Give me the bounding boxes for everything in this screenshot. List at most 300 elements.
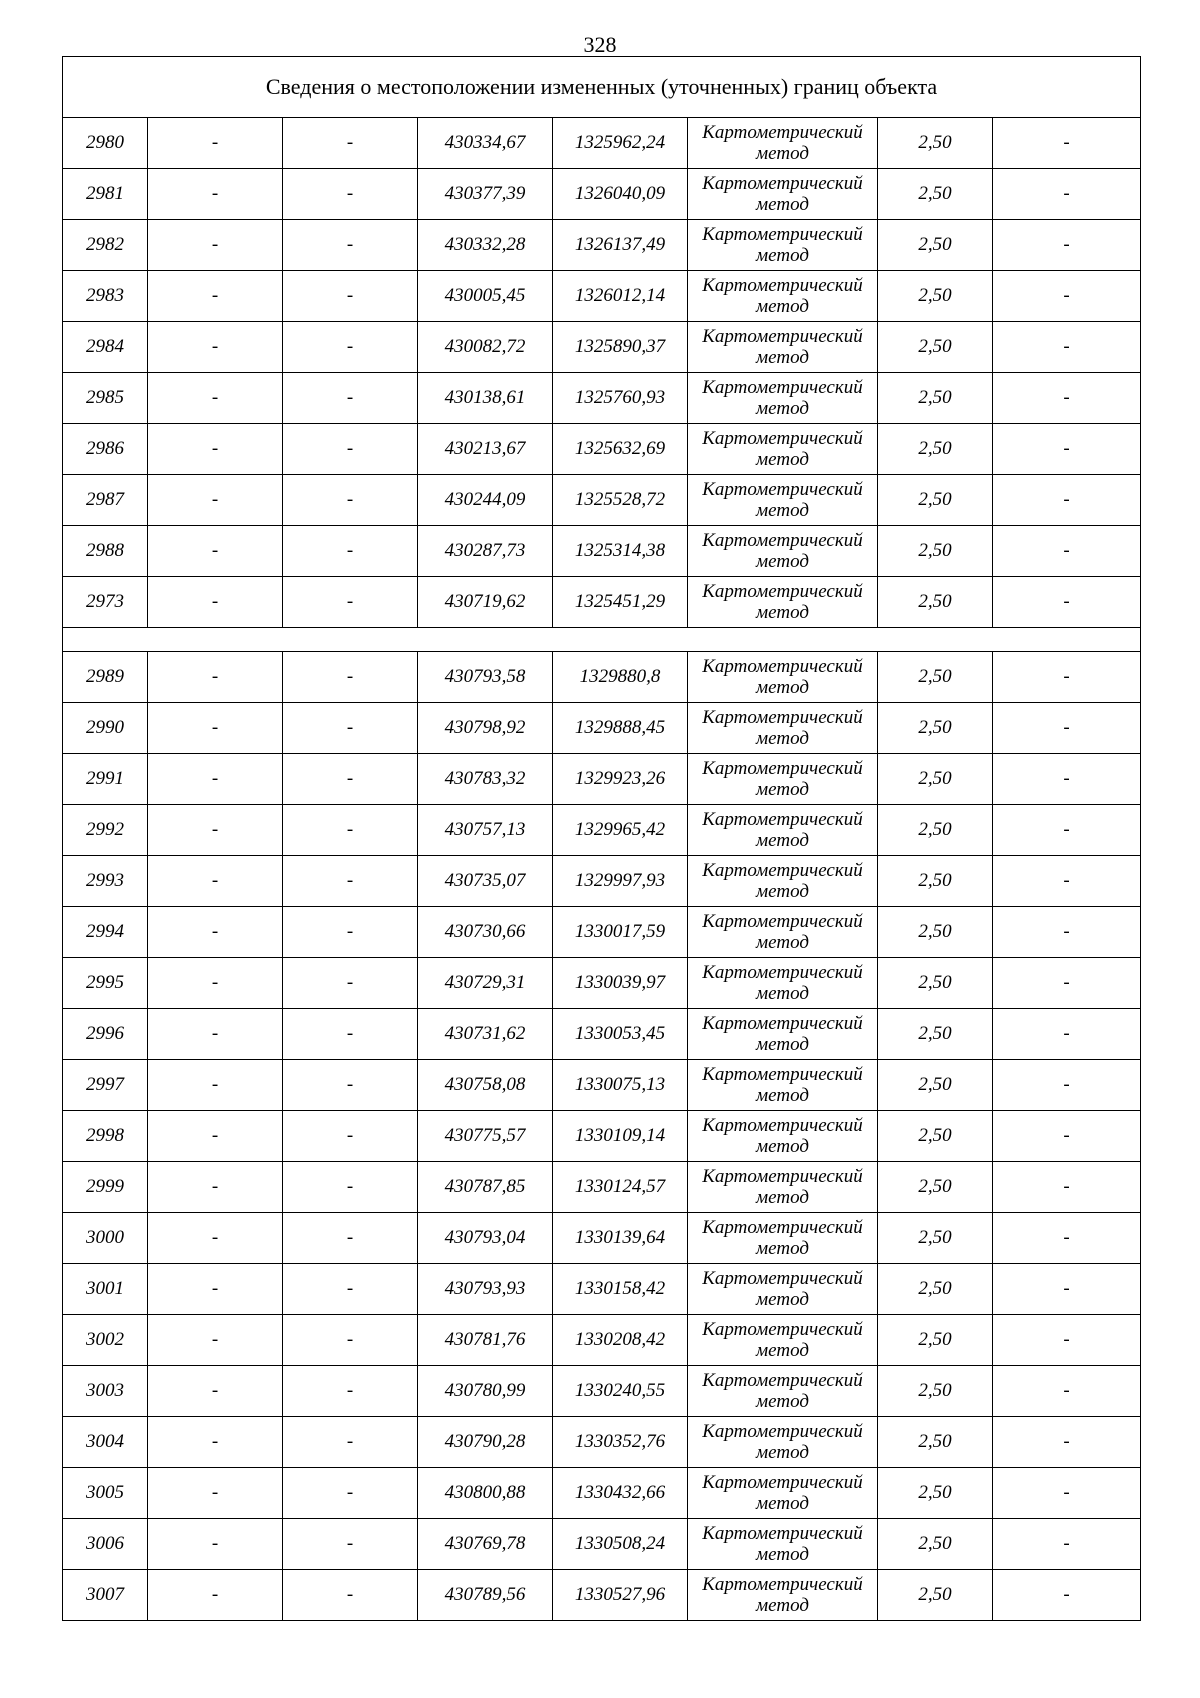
accuracy-cell: 2,50 <box>878 118 993 169</box>
x-coordinate-cell: 430213,67 <box>418 424 553 475</box>
method-text: Картометрический <box>702 1574 863 1595</box>
method-cell <box>688 856 878 907</box>
dash-cell: - <box>283 1315 418 1366</box>
dash-cell: - <box>148 475 283 526</box>
x-coordinate-cell: 430757,13 <box>418 805 553 856</box>
note-cell: - <box>993 703 1141 754</box>
table-row <box>63 1264 1141 1315</box>
point-number-cell: 2995 <box>63 958 148 1009</box>
dash-cell: - <box>148 1060 283 1111</box>
method-cell <box>688 424 878 475</box>
point-number-cell: 2973 <box>63 577 148 628</box>
method-text: Картометрический <box>702 122 863 143</box>
point-number-cell: 2992 <box>63 805 148 856</box>
x-coordinate-cell: 430735,07 <box>418 856 553 907</box>
note-cell: - <box>993 805 1141 856</box>
y-coordinate-cell: 1325760,93 <box>553 373 688 424</box>
accuracy-cell: 2,50 <box>878 475 993 526</box>
table-row <box>63 1009 1141 1060</box>
table-row <box>63 1213 1141 1264</box>
note-cell: - <box>993 322 1141 373</box>
method-cell <box>688 1417 878 1468</box>
accuracy-cell: 2,50 <box>878 220 993 271</box>
method-text: Картометрический <box>702 1523 863 1544</box>
method-text: Картометрический <box>702 1319 863 1340</box>
method-text: Картометрический <box>702 224 863 245</box>
table-row <box>63 475 1141 526</box>
y-coordinate-cell: 1325962,24 <box>553 118 688 169</box>
dash-cell: - <box>148 1570 283 1621</box>
accuracy-cell: 2,50 <box>878 652 993 703</box>
table-row <box>63 1570 1141 1621</box>
point-number-cell: 2988 <box>63 526 148 577</box>
dash-cell: - <box>283 577 418 628</box>
note-cell: - <box>993 118 1141 169</box>
dash-cell: - <box>148 1009 283 1060</box>
method-text: Картометрический <box>702 173 863 194</box>
dash-cell: - <box>148 1315 283 1366</box>
dash-cell: - <box>148 1162 283 1213</box>
point-number-cell: 2987 <box>63 475 148 526</box>
point-number-cell: 2985 <box>63 373 148 424</box>
point-number-cell: 2996 <box>63 1009 148 1060</box>
method-text: Картометрический <box>702 911 863 932</box>
method-cell <box>688 577 878 628</box>
point-number-cell: 2981 <box>63 169 148 220</box>
accuracy-cell: 2,50 <box>878 1366 993 1417</box>
note-cell: - <box>993 1213 1141 1264</box>
table-row <box>63 805 1141 856</box>
accuracy-cell: 2,50 <box>878 526 993 577</box>
dash-cell: - <box>283 322 418 373</box>
dash-cell: - <box>148 118 283 169</box>
y-coordinate-cell: 1329923,26 <box>553 754 688 805</box>
note-cell: - <box>993 271 1141 322</box>
method-text: метод <box>756 1085 809 1106</box>
x-coordinate-cell: 430005,45 <box>418 271 553 322</box>
method-cell <box>688 907 878 958</box>
method-cell <box>688 475 878 526</box>
point-number-cell: 2984 <box>63 322 148 373</box>
method-cell <box>688 526 878 577</box>
method-text: Картометрический <box>702 581 863 602</box>
accuracy-cell: 2,50 <box>878 856 993 907</box>
note-cell: - <box>993 1570 1141 1621</box>
y-coordinate-cell: 1325451,29 <box>553 577 688 628</box>
dash-cell: - <box>283 805 418 856</box>
accuracy-cell: 2,50 <box>878 1213 993 1264</box>
x-coordinate-cell: 430287,73 <box>418 526 553 577</box>
dash-cell: - <box>283 373 418 424</box>
dash-cell: - <box>283 424 418 475</box>
page-number: 328 <box>583 32 617 57</box>
y-coordinate-cell: 1330158,42 <box>553 1264 688 1315</box>
x-coordinate-cell: 430798,92 <box>418 703 553 754</box>
dash-cell: - <box>283 856 418 907</box>
point-number-cell: 2997 <box>63 1060 148 1111</box>
accuracy-cell: 2,50 <box>878 1162 993 1213</box>
method-cell <box>688 169 878 220</box>
x-coordinate-cell: 430775,57 <box>418 1111 553 1162</box>
table-row <box>63 1315 1141 1366</box>
accuracy-cell: 2,50 <box>878 907 993 958</box>
method-text: Картометрический <box>702 1421 863 1442</box>
method-text: метод <box>756 1544 809 1565</box>
dash-cell: - <box>148 907 283 958</box>
y-coordinate-cell: 1325632,69 <box>553 424 688 475</box>
y-coordinate-cell: 1329965,42 <box>553 805 688 856</box>
point-number-cell: 3005 <box>63 1468 148 1519</box>
note-cell: - <box>993 856 1141 907</box>
method-cell <box>688 1570 878 1621</box>
accuracy-cell: 2,50 <box>878 271 993 322</box>
note-cell: - <box>993 652 1141 703</box>
method-cell <box>688 1264 878 1315</box>
y-coordinate-cell: 1329880,8 <box>553 652 688 703</box>
note-cell: - <box>993 169 1141 220</box>
method-cell <box>688 754 878 805</box>
note-cell: - <box>993 526 1141 577</box>
x-coordinate-cell: 430334,67 <box>418 118 553 169</box>
method-text: метод <box>756 551 809 572</box>
note-cell: - <box>993 1009 1141 1060</box>
dash-cell: - <box>148 526 283 577</box>
method-text: метод <box>756 983 809 1004</box>
method-text: метод <box>756 602 809 623</box>
table-row <box>63 1417 1141 1468</box>
table-row <box>63 958 1141 1009</box>
method-text: метод <box>756 1136 809 1157</box>
method-cell <box>688 703 878 754</box>
note-cell: - <box>993 958 1141 1009</box>
method-cell <box>688 1366 878 1417</box>
point-number-cell: 2999 <box>63 1162 148 1213</box>
dash-cell: - <box>148 1366 283 1417</box>
method-cell <box>688 1060 878 1111</box>
point-number-cell: 3007 <box>63 1570 148 1621</box>
dash-cell: - <box>283 1570 418 1621</box>
table-title-row <box>63 57 1141 118</box>
note-cell: - <box>993 1162 1141 1213</box>
method-cell <box>688 1468 878 1519</box>
method-text: Картометрический <box>702 1013 863 1034</box>
table-row <box>63 1060 1141 1111</box>
dash-cell: - <box>148 220 283 271</box>
accuracy-cell: 2,50 <box>878 322 993 373</box>
group-separator-row <box>63 628 1141 652</box>
dash-cell: - <box>148 169 283 220</box>
dash-cell: - <box>283 220 418 271</box>
table-row <box>63 424 1141 475</box>
x-coordinate-cell: 430730,66 <box>418 907 553 958</box>
method-text: метод <box>756 1340 809 1361</box>
dash-cell: - <box>148 424 283 475</box>
method-text: метод <box>756 932 809 953</box>
table-row <box>63 322 1141 373</box>
method-text: Картометрический <box>702 758 863 779</box>
x-coordinate-cell: 430244,09 <box>418 475 553 526</box>
x-coordinate-cell: 430377,39 <box>418 169 553 220</box>
point-number-cell: 2982 <box>63 220 148 271</box>
method-text: метод <box>756 1595 809 1616</box>
table-row <box>63 526 1141 577</box>
y-coordinate-cell: 1329888,45 <box>553 703 688 754</box>
point-number-cell: 3006 <box>63 1519 148 1570</box>
point-number-cell: 2986 <box>63 424 148 475</box>
dash-cell: - <box>148 856 283 907</box>
accuracy-cell: 2,50 <box>878 424 993 475</box>
y-coordinate-cell: 1325528,72 <box>553 475 688 526</box>
accuracy-cell: 2,50 <box>878 1417 993 1468</box>
method-text: Картометрический <box>702 428 863 449</box>
dash-cell: - <box>283 169 418 220</box>
method-text: метод <box>756 296 809 317</box>
method-text: Картометрический <box>702 1370 863 1391</box>
x-coordinate-cell: 430793,04 <box>418 1213 553 1264</box>
y-coordinate-cell: 1325314,38 <box>553 526 688 577</box>
point-number-cell: 2990 <box>63 703 148 754</box>
dash-cell: - <box>148 322 283 373</box>
x-coordinate-cell: 430332,28 <box>418 220 553 271</box>
method-text: метод <box>756 881 809 902</box>
y-coordinate-cell: 1325890,37 <box>553 322 688 373</box>
method-cell <box>688 1315 878 1366</box>
y-coordinate-cell: 1330017,59 <box>553 907 688 958</box>
table-row <box>63 169 1141 220</box>
dash-cell: - <box>283 703 418 754</box>
dash-cell: - <box>148 703 283 754</box>
point-number-cell: 3000 <box>63 1213 148 1264</box>
dash-cell: - <box>148 1417 283 1468</box>
accuracy-cell: 2,50 <box>878 1111 993 1162</box>
accuracy-cell: 2,50 <box>878 577 993 628</box>
point-number-cell: 3004 <box>63 1417 148 1468</box>
x-coordinate-cell: 430731,62 <box>418 1009 553 1060</box>
method-cell <box>688 322 878 373</box>
method-cell <box>688 1519 878 1570</box>
y-coordinate-cell: 1330139,64 <box>553 1213 688 1264</box>
method-cell <box>688 118 878 169</box>
x-coordinate-cell: 430758,08 <box>418 1060 553 1111</box>
method-text: метод <box>756 779 809 800</box>
accuracy-cell: 2,50 <box>878 169 993 220</box>
accuracy-cell: 2,50 <box>878 1519 993 1570</box>
method-cell <box>688 652 878 703</box>
method-text: Картометрический <box>702 707 863 728</box>
accuracy-cell: 2,50 <box>878 1315 993 1366</box>
accuracy-cell: 2,50 <box>878 1264 993 1315</box>
point-number-cell: 2994 <box>63 907 148 958</box>
y-coordinate-cell: 1330508,24 <box>553 1519 688 1570</box>
method-cell <box>688 805 878 856</box>
dash-cell: - <box>148 958 283 1009</box>
y-coordinate-cell: 1330039,97 <box>553 958 688 1009</box>
accuracy-cell: 2,50 <box>878 1570 993 1621</box>
method-text: метод <box>756 1442 809 1463</box>
method-cell <box>688 1009 878 1060</box>
dash-cell: - <box>283 754 418 805</box>
method-text: метод <box>756 728 809 749</box>
method-text: метод <box>756 143 809 164</box>
y-coordinate-cell: 1330124,57 <box>553 1162 688 1213</box>
note-cell: - <box>993 424 1141 475</box>
x-coordinate-cell: 430800,88 <box>418 1468 553 1519</box>
method-text: метод <box>756 1238 809 1259</box>
point-number-cell: 2980 <box>63 118 148 169</box>
dash-cell: - <box>148 754 283 805</box>
table-row <box>63 1519 1141 1570</box>
table-row <box>63 577 1141 628</box>
method-text: метод <box>756 1289 809 1310</box>
method-text: Картометрический <box>702 275 863 296</box>
dash-cell: - <box>283 652 418 703</box>
method-text: метод <box>756 677 809 698</box>
point-number-cell: 2989 <box>63 652 148 703</box>
table-row <box>63 754 1141 805</box>
x-coordinate-cell: 430790,28 <box>418 1417 553 1468</box>
x-coordinate-cell: 430769,78 <box>418 1519 553 1570</box>
point-number-cell: 2991 <box>63 754 148 805</box>
table-row <box>63 907 1141 958</box>
dash-cell: - <box>148 271 283 322</box>
method-text: метод <box>756 1034 809 1055</box>
note-cell: - <box>993 754 1141 805</box>
x-coordinate-cell: 430138,61 <box>418 373 553 424</box>
table-row <box>63 1366 1141 1417</box>
method-text: Картометрический <box>702 1268 863 1289</box>
x-coordinate-cell: 430781,76 <box>418 1315 553 1366</box>
point-number-cell: 3002 <box>63 1315 148 1366</box>
note-cell: - <box>993 577 1141 628</box>
dash-cell: - <box>283 907 418 958</box>
method-cell <box>688 1111 878 1162</box>
dash-cell: - <box>283 1162 418 1213</box>
y-coordinate-cell: 1330109,14 <box>553 1111 688 1162</box>
y-coordinate-cell: 1326137,49 <box>553 220 688 271</box>
point-number-cell: 3003 <box>63 1366 148 1417</box>
method-text: Картометрический <box>702 1064 863 1085</box>
method-text: Картометрический <box>702 326 863 347</box>
dash-cell: - <box>148 373 283 424</box>
method-cell <box>688 220 878 271</box>
note-cell: - <box>993 1060 1141 1111</box>
dash-cell: - <box>148 805 283 856</box>
point-number-cell: 2998 <box>63 1111 148 1162</box>
table-row <box>63 856 1141 907</box>
boundary-coordinates-table <box>62 56 1141 1621</box>
note-cell: - <box>993 1417 1141 1468</box>
method-text: метод <box>756 194 809 215</box>
y-coordinate-cell: 1330240,55 <box>553 1366 688 1417</box>
y-coordinate-cell: 1330053,45 <box>553 1009 688 1060</box>
accuracy-cell: 2,50 <box>878 373 993 424</box>
table-row <box>63 703 1141 754</box>
note-cell: - <box>993 1468 1141 1519</box>
y-coordinate-cell: 1326040,09 <box>553 169 688 220</box>
method-text: метод <box>756 1493 809 1514</box>
accuracy-cell: 2,50 <box>878 1060 993 1111</box>
table-row <box>63 271 1141 322</box>
method-text: метод <box>756 500 809 521</box>
method-text: Картометрический <box>702 860 863 881</box>
method-text: метод <box>756 449 809 470</box>
note-cell: - <box>993 220 1141 271</box>
accuracy-cell: 2,50 <box>878 754 993 805</box>
method-text: Картометрический <box>702 1115 863 1136</box>
dash-cell: - <box>283 958 418 1009</box>
y-coordinate-cell: 1330432,66 <box>553 1468 688 1519</box>
dash-cell: - <box>148 577 283 628</box>
point-number-cell: 3001 <box>63 1264 148 1315</box>
dash-cell: - <box>148 1213 283 1264</box>
method-text: метод <box>756 245 809 266</box>
table-title: Сведения о местоположении измененных (уточненных) границ объекта <box>63 57 1141 118</box>
note-cell: - <box>993 475 1141 526</box>
method-text: Картометрический <box>702 1217 863 1238</box>
x-coordinate-cell: 430793,93 <box>418 1264 553 1315</box>
dash-cell: - <box>283 1519 418 1570</box>
method-text: Картометрический <box>702 1166 863 1187</box>
accuracy-cell: 2,50 <box>878 805 993 856</box>
dash-cell: - <box>283 1060 418 1111</box>
point-number-cell: 2993 <box>63 856 148 907</box>
table-row <box>63 1111 1141 1162</box>
point-number-cell: 2983 <box>63 271 148 322</box>
method-text: метод <box>756 830 809 851</box>
method-text: Картометрический <box>702 479 863 500</box>
method-cell <box>688 1213 878 1264</box>
y-coordinate-cell: 1330527,96 <box>553 1570 688 1621</box>
dash-cell: - <box>283 475 418 526</box>
table-row <box>63 373 1141 424</box>
dash-cell: - <box>283 526 418 577</box>
note-cell: - <box>993 373 1141 424</box>
method-text: метод <box>756 1187 809 1208</box>
dash-cell: - <box>283 1366 418 1417</box>
table-row <box>63 220 1141 271</box>
method-text: Картометрический <box>702 377 863 398</box>
table-row <box>63 652 1141 703</box>
table-body <box>63 57 1141 1621</box>
method-cell <box>688 1162 878 1213</box>
x-coordinate-cell: 430793,58 <box>418 652 553 703</box>
y-coordinate-cell: 1329997,93 <box>553 856 688 907</box>
note-cell: - <box>993 1519 1141 1570</box>
x-coordinate-cell: 430719,62 <box>418 577 553 628</box>
note-cell: - <box>993 1111 1141 1162</box>
table-row <box>63 118 1141 169</box>
y-coordinate-cell: 1330208,42 <box>553 1315 688 1366</box>
method-text: Картометрический <box>702 1472 863 1493</box>
dash-cell: - <box>283 1468 418 1519</box>
dash-cell: - <box>283 1009 418 1060</box>
dash-cell: - <box>148 1468 283 1519</box>
dash-cell: - <box>148 1519 283 1570</box>
x-coordinate-cell: 430082,72 <box>418 322 553 373</box>
accuracy-cell: 2,50 <box>878 1009 993 1060</box>
method-text: Картометрический <box>702 530 863 551</box>
method-text: Картометрический <box>702 656 863 677</box>
dash-cell: - <box>283 118 418 169</box>
dash-cell: - <box>148 652 283 703</box>
method-cell <box>688 958 878 1009</box>
y-coordinate-cell: 1326012,14 <box>553 271 688 322</box>
dash-cell: - <box>283 1417 418 1468</box>
x-coordinate-cell: 430780,99 <box>418 1366 553 1417</box>
dash-cell: - <box>283 1264 418 1315</box>
x-coordinate-cell: 430787,85 <box>418 1162 553 1213</box>
dash-cell: - <box>148 1111 283 1162</box>
